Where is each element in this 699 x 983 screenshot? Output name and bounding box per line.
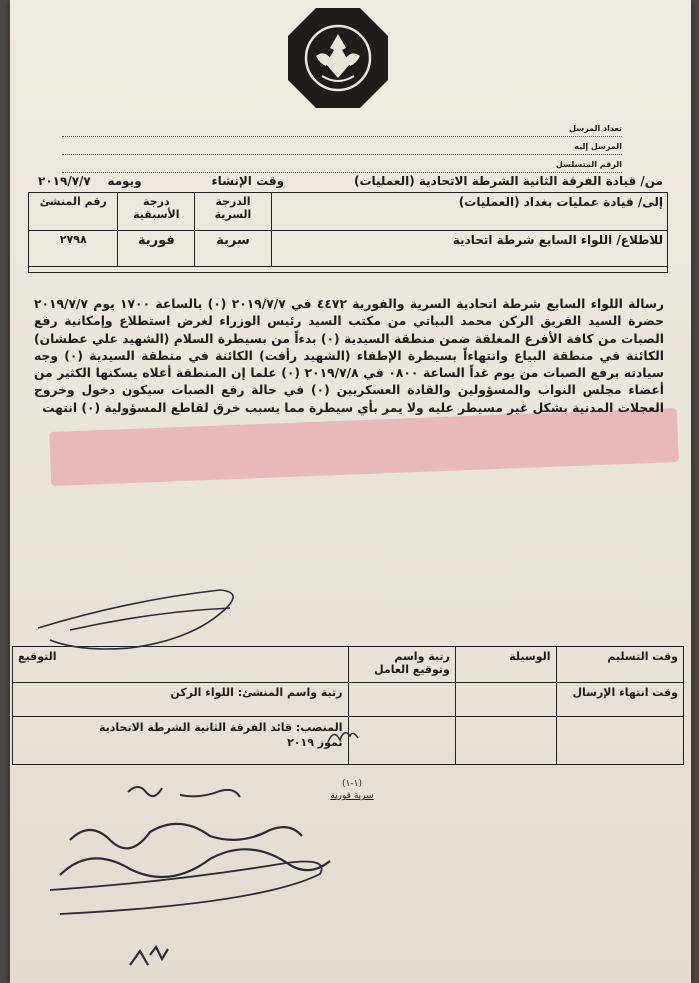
document-sheet [10,0,691,983]
sequence-label: الرقم المتسلسل [552,160,622,169]
date-value: ٢٠١٩/٧/٧ [38,174,91,188]
main-signature [38,590,233,649]
message-body: رسالة اللواء السابع شرطة اتحادية السرية والفورية ٤٤٧٢ في ٢٠١٩/٧/٧ (٠) بالساعة ١٧٠٠ يوم ٢٠١٩/٧/٧ حضرة السيد الفريق الركن محمد البياتي من مكتب السيد رئيس الوزراء لغرض استطلاع وإمكانية رفع الصبات من كافة الأفرع المغلقة ضمن منطقة السيدية (٠) بدءاً من بسيطرة السلام (الشهيد علي عطشان) الكائنة في منطقة البياع وانتهاءاً بسيطرة الإطفاء (الشهيد رأفت) الكائنة في منطقة السيدية (٠) وجه سيادته برفع الصبات من يوم غداً الساعة ٠٨٠٠ في ٢٠١٩/٧/٨ (٠) علما إن المنطقة أعلاه يسكنها الكثير من أعضاء مجلس النواب والمسؤولين والقادة العسكريين (٠) في حالة رفع الصبات سيكون دخول وخروج العجلات المدنية بشكل غير مسيطر عليه ولا يمر بأي سيطرة مما يسبب خرق لقاطع المسؤولية (٠) انتهت [34,297,664,415]
creation-time-label: وقت الإنشاء [211,174,285,188]
page-number: (١-١) [342,779,362,789]
priority-value: فورية [118,231,195,267]
handwritten-signatures [10,0,691,983]
sender-label: تعداد المرسل [565,124,622,133]
flourish [50,862,322,914]
signature-label: التوقيع [13,647,349,683]
ref-header: رقم المنشئ [29,193,118,231]
delivery-time-label: وقت التسليم [556,647,683,683]
info-cell: للاطلاع/ اللواء السابع شرطة اتحادية [271,231,667,267]
position-text: المنصب: قائد الفرقة الثانية الشرطة الاتحادية [98,721,343,734]
secrecy-header: الدرجة السرية [195,193,272,231]
handwriting-line-1 [128,787,240,797]
handwriting-mark [130,947,168,965]
priority-header: درجة الأسبقية [118,193,195,231]
sender-rank-name: رتبة واسم المنشئ: اللواء الركن [13,683,349,717]
recipient-label: المرسل إليه [570,142,622,151]
means-label: الوسيلة [455,647,556,683]
ref-value: ٢٧٩٨ [29,231,118,267]
handwriting-line-2 [70,824,302,848]
from-text: من/ قيادة الفرقة الثانية الشرطة الاتحادية (العمليات) [353,174,663,188]
secrecy-value: سرية [195,231,272,267]
date-label: ويومه [107,174,142,188]
to-cell: إلى/ قيادة عمليات بغداد (العمليات) [271,193,667,231]
operator-label: رتبة واسم وتوقيع العامل [348,647,455,683]
footer-classification: سرية فورية [330,791,374,801]
transmission-end-label: وقت انتهاء الإرسال [556,683,683,717]
position-date: تموز ٢٠١٩ [287,736,343,749]
